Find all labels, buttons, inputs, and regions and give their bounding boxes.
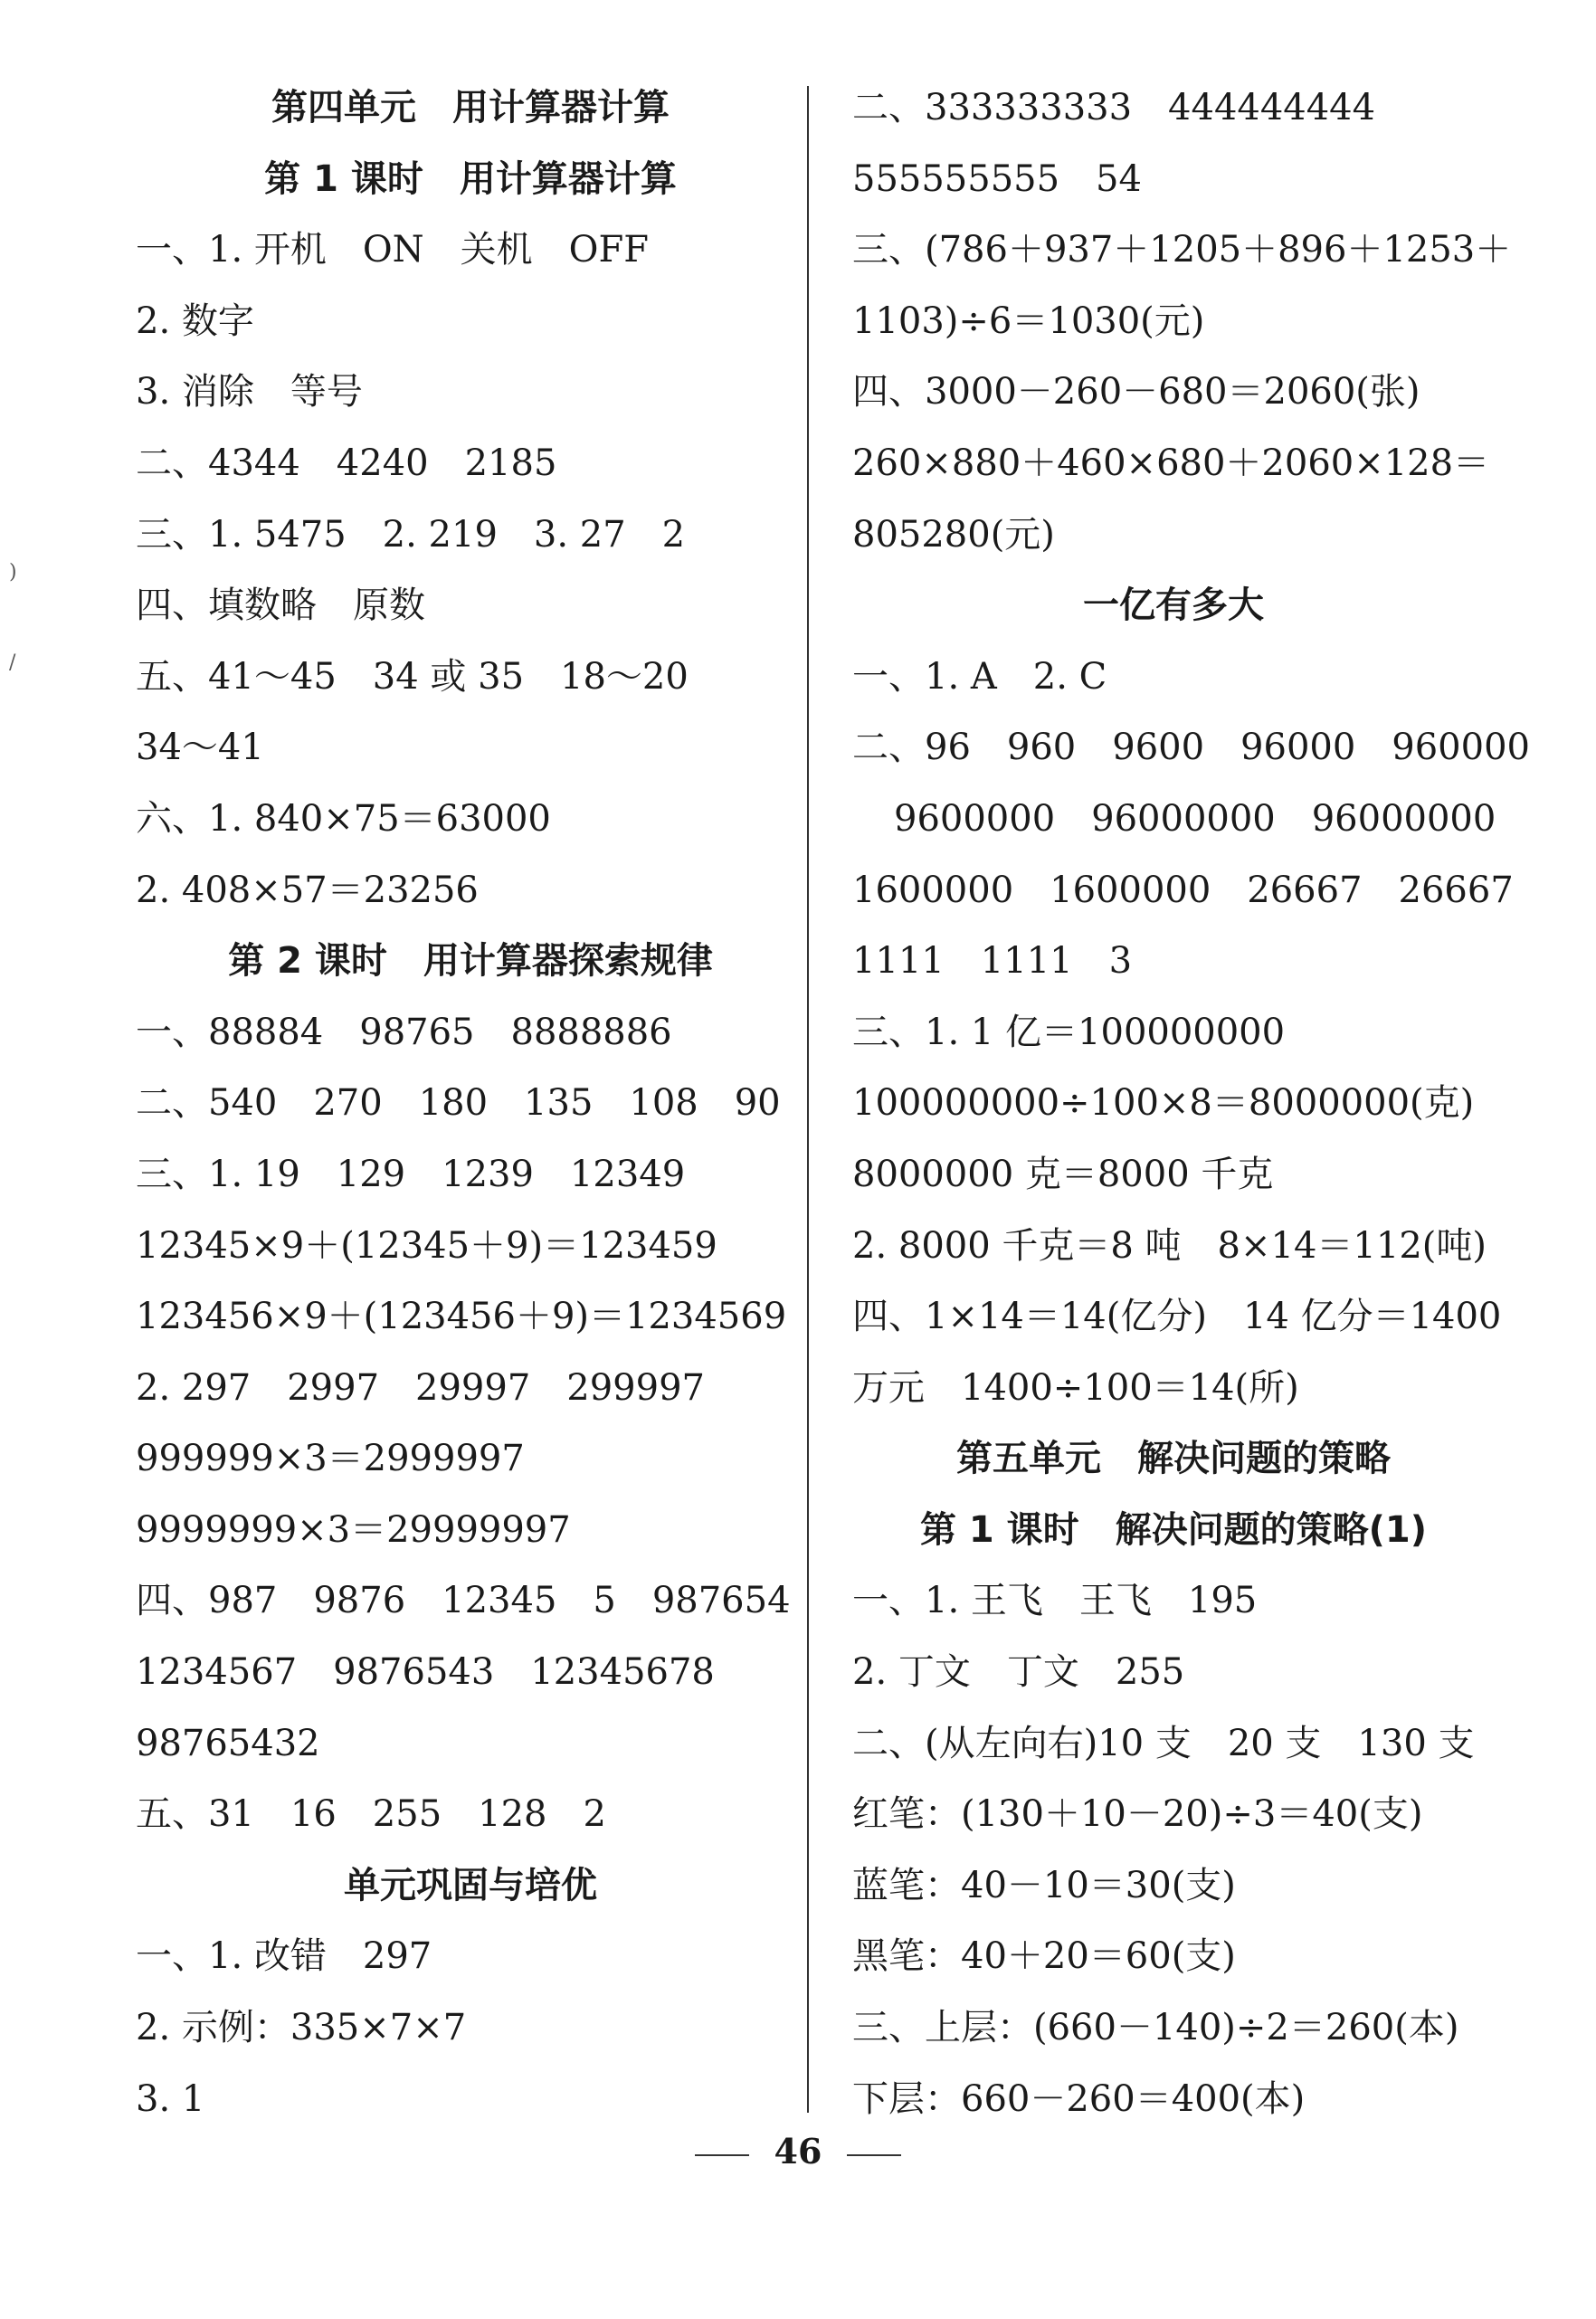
left-column — [136, 72, 805, 2134]
section-heading: 第五单元 解决问题的策略 — [956, 1438, 1391, 1480]
answer-line: 1234567 9876543 12345678 — [136, 1651, 715, 1694]
margin-mark: ) — [9, 561, 17, 584]
answer-line: 805280(元) — [852, 513, 1055, 556]
answer-line: 红笔：(130＋10－20)÷3＝40(支) — [852, 1793, 1423, 1836]
answer-line: 六、1. 840×75＝63000 — [136, 797, 551, 840]
answer-line: 999999×3＝2999997 — [136, 1438, 525, 1480]
answer-line: 三、1. 5475 2. 219 3. 27 2 — [136, 513, 686, 556]
answer-line: 一、88884 98765 8888886 — [136, 1011, 672, 1053]
answer-line: 二、4344 4240 2185 — [136, 442, 557, 484]
answer-line: 12345×9＋(12345＋9)＝123459 — [136, 1224, 717, 1267]
answer-line: 万元 1400÷100＝14(所) — [852, 1366, 1299, 1409]
section-heading: 单元巩固与培优 — [344, 1864, 597, 1906]
answer-line: 9600000 96000000 96000000 — [894, 797, 1496, 840]
answer-line: 2. 数字 — [136, 299, 254, 342]
answer-line: 下层：660－260＝400(本) — [852, 2077, 1306, 2120]
answer-line: 2. 8000 千克＝8 吨 8×14＝112(吨) — [852, 1224, 1487, 1267]
answer-line: 蓝笔：40－10＝30(支) — [852, 1864, 1236, 1906]
answer-line: 123456×9＋(123456＋9)＝1234569 — [136, 1296, 787, 1338]
answer-line: 二、540 270 180 135 108 90 — [136, 1082, 781, 1125]
answer-line: 一、1. 改错 297 — [136, 1935, 432, 1978]
answer-line: 1111 1111 3 — [852, 940, 1133, 983]
column-divider — [807, 86, 809, 2113]
answer-line: 二、(从左向右)10 支 20 支 130 支 — [852, 1722, 1475, 1764]
section-heading: 第 1 课时 用计算器计算 — [264, 157, 677, 200]
answer-line: 100000000÷100×8＝8000000(克) — [852, 1082, 1475, 1125]
page-footer — [0, 2131, 1596, 2172]
answer-line: 3. 1 — [136, 2077, 205, 2120]
answer-line: 五、31 16 255 128 2 — [136, 1793, 606, 1836]
answer-line: 五、41～45 34 或 35 18～20 — [136, 655, 689, 698]
page-number: 46 — [774, 2131, 822, 2172]
answer-line: 9999999×3＝29999997 — [136, 1508, 571, 1551]
section-heading: 第四单元 用计算器计算 — [271, 87, 670, 128]
answer-line: 2. 408×57＝23256 — [136, 869, 479, 911]
right-column — [852, 72, 1530, 2134]
answer-line: 260×880＋460×680＋2060×128＝ — [852, 442, 1490, 484]
answer-line: 1103)÷6＝1030(元) — [852, 299, 1205, 342]
answer-line: 二、333333333 444444444 — [852, 87, 1376, 128]
margin-mark: / — [9, 651, 16, 674]
section-heading: 第 2 课时 用计算器探索规律 — [228, 940, 713, 983]
footer-dash — [847, 2154, 901, 2156]
answer-line: 四、987 9876 12345 5 987654 — [136, 1580, 791, 1622]
answer-line: 二、96 960 9600 96000 960000 — [852, 727, 1530, 769]
answer-line: 一、1. 王飞 王飞 195 — [852, 1580, 1258, 1622]
answer-line: 1600000 1600000 26667 26667 — [852, 869, 1514, 911]
answer-line: 8000000 克＝8000 千克 — [852, 1153, 1274, 1195]
answer-line: 2. 297 2997 29997 299997 — [136, 1366, 705, 1409]
answer-line: 98765432 — [136, 1722, 320, 1764]
footer-dash — [695, 2154, 749, 2156]
answer-line: 四、3000－260－680＝2060(张) — [852, 371, 1420, 413]
answer-line: 三、1. 19 129 1239 12349 — [136, 1153, 686, 1195]
answer-line: 三、1. 1 亿＝100000000 — [852, 1011, 1286, 1053]
answer-line: 一、1. 开机 ON 关机 OFF — [136, 229, 649, 271]
answer-line: 34～41 — [136, 727, 264, 769]
answer-line: 四、填数略 原数 — [136, 585, 425, 627]
answer-line: 四、1×14＝14(亿分) 14 亿分＝1400 — [852, 1296, 1502, 1338]
section-heading: 第 1 课时 解决问题的策略(1) — [919, 1508, 1428, 1551]
answer-line: 三、上层：(660－140)÷2＝260(本) — [852, 2007, 1459, 2049]
answer-line: 2. 示例：335×7×7 — [136, 2007, 467, 2049]
answer-line: 一、1. A 2. C — [852, 655, 1107, 698]
answer-line: 555555555 54 — [852, 157, 1142, 200]
answer-line: 黑笔：40＋20＝60(支) — [852, 1935, 1236, 1978]
answer-line: 三、(786＋937＋1205＋896＋1253＋ — [852, 229, 1512, 271]
section-heading: 一亿有多大 — [1083, 585, 1264, 627]
answer-line: 3. 消除 等号 — [136, 371, 363, 413]
answer-line: 2. 丁文 丁文 255 — [852, 1651, 1185, 1694]
